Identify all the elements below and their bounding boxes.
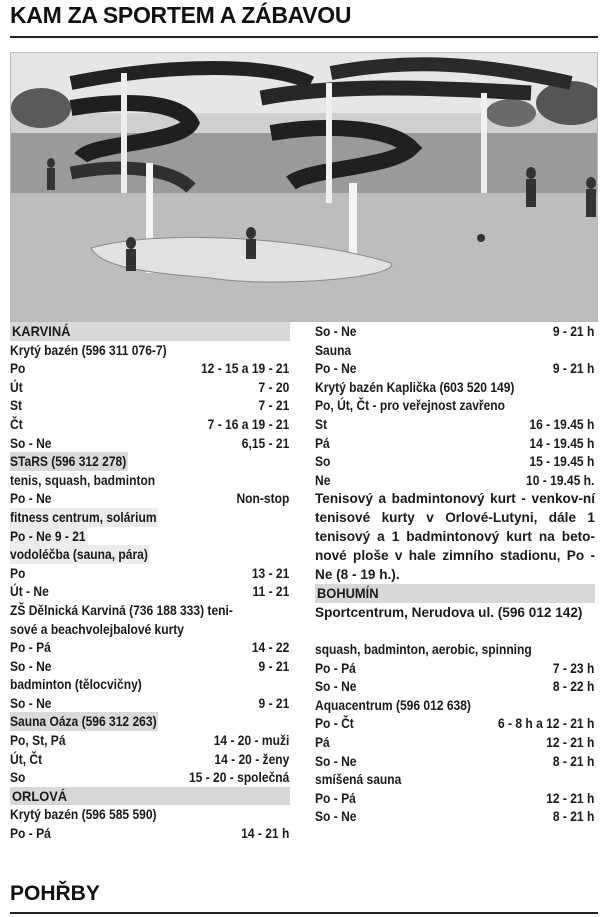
schedule-row: So - Ne 8 - 21 h [315,752,595,769]
schedule-row: Út, Čt 14 - 20 - ženy [10,750,290,767]
schedule-row: So 15 - 20 - společná [10,769,290,786]
venue-sauna-oaza: Sauna Oáza (596 312 263) [10,713,157,730]
stars-sports: tenis, squash, badminton [10,471,156,488]
schedule-row: Út - Ne 11 - 21 [10,583,290,600]
venue-kryty-bazen: Krytý bazén (596 311 076-7) [10,341,167,358]
spacer [315,622,595,640]
waterpark-illustration [11,53,597,321]
schedule-row: Po 13 - 21 [10,564,290,581]
schedule-row: Út 7 - 20 [10,378,290,395]
schedule-row: Po 12 - 15 a 19 - 21 [10,360,290,377]
left-column [10,322,290,843]
schedule-row: Po - Pá 14 - 22 [10,639,290,656]
sauna-label: Sauna [315,341,352,358]
next-section-title: POHŘBY [10,882,100,905]
schedule-row: Ne 10 - 19.45 h. [315,471,595,488]
fitness-label: fitness centrum, solárium [10,508,157,525]
schedule-row: Pá 12 - 21 h [315,733,595,750]
schedule-row: St 7 - 21 [10,397,290,414]
smisena-sauna-label: smíšená sauna [315,771,402,788]
schedule-row: So - Ne 8 - 22 h [315,678,595,695]
schedule-row: So - Ne 8 - 21 h [315,808,595,825]
section-header-orlova: ORLOVÁ [10,787,290,806]
schedule-row: Po - Pá 14 - 21 h [10,825,290,842]
schedule-row: Po - Ne Non-stop [10,490,290,507]
vodolecba-label: vodoléčba (sauna, pára) [10,546,148,563]
section-header-bohumin: BOHUMÍN [315,584,595,603]
schedule-row: So - Ne 9 - 21 h [315,323,595,339]
schedule-row: Po - Ne 9 - 21 h [315,360,595,377]
schedule-row: So 15 - 19.45 h [315,453,595,470]
schedule-row: Po - Pá 12 - 21 h [315,789,595,806]
fitness-hours: Po - Ne 9 - 21 [10,527,86,544]
venue-zs-delnicka-cont: sové a beachvolejbalové kurty [10,620,185,637]
schedule-row: Čt 7 - 16 a 19 - 21 [10,415,290,432]
tenis-paragraph: Tenisový a badmintonový kurt - venkov-ní tenisové kurty v Orlové-Lutyni, dále 1 tenisový a 1 badmintonový kurt na beto-nové ploše v hale zimního stadionu, Po - Ne (8 - 19 h.). [315,491,595,583]
venue-stars: STaRS (596 312 278) [10,453,127,470]
schedule-row: So - Ne 9 - 21 [10,694,290,711]
waterpark-photo [10,52,598,322]
venue-orlova-bazen: Krytý bazén (596 585 590) [10,806,157,823]
schedule-row: Po, St, Pá 14 - 20 - muži [10,732,290,749]
schedule-row: St 16 - 19.45 h [315,415,595,432]
title-rule [10,36,598,38]
schedule-row: Pá 14 - 19.45 h [315,434,595,451]
venue-zs-delnicka: ZŠ Dělnická Karviná (736 188 333) teni- [10,601,233,618]
venue-kaplicka: Krytý bazén Kaplička (603 520 149) [315,378,515,395]
badminton-label: badminton (tělocvičny) [10,676,142,693]
kaplicka-note: Po, Út, Čt - pro veřejnost zavřeno [315,397,506,414]
bottom-rule [10,912,598,914]
right-column [315,322,595,826]
sport-list: squash, badminton, aerobic, spinning [315,640,532,657]
page-title: KAM ZA SPORTEM A ZÁBAVOU [10,2,352,28]
venue-sportcentrum: Sportcentrum, Nerudova ul. (596 012 142) [315,604,583,620]
schedule-row: So - Ne 6,15 - 21 [10,434,290,451]
schedule-row: Po - Pá 7 - 23 h [315,659,595,676]
venue-aquacentrum: Aquacentrum (596 012 638) [315,696,471,713]
schedule-row: So - Ne 9 - 21 [10,657,290,674]
schedule-row: Po - Čt 6 - 8 h a 12 - 21 h [315,715,595,732]
section-header-karvina: KARVINÁ [10,322,290,341]
